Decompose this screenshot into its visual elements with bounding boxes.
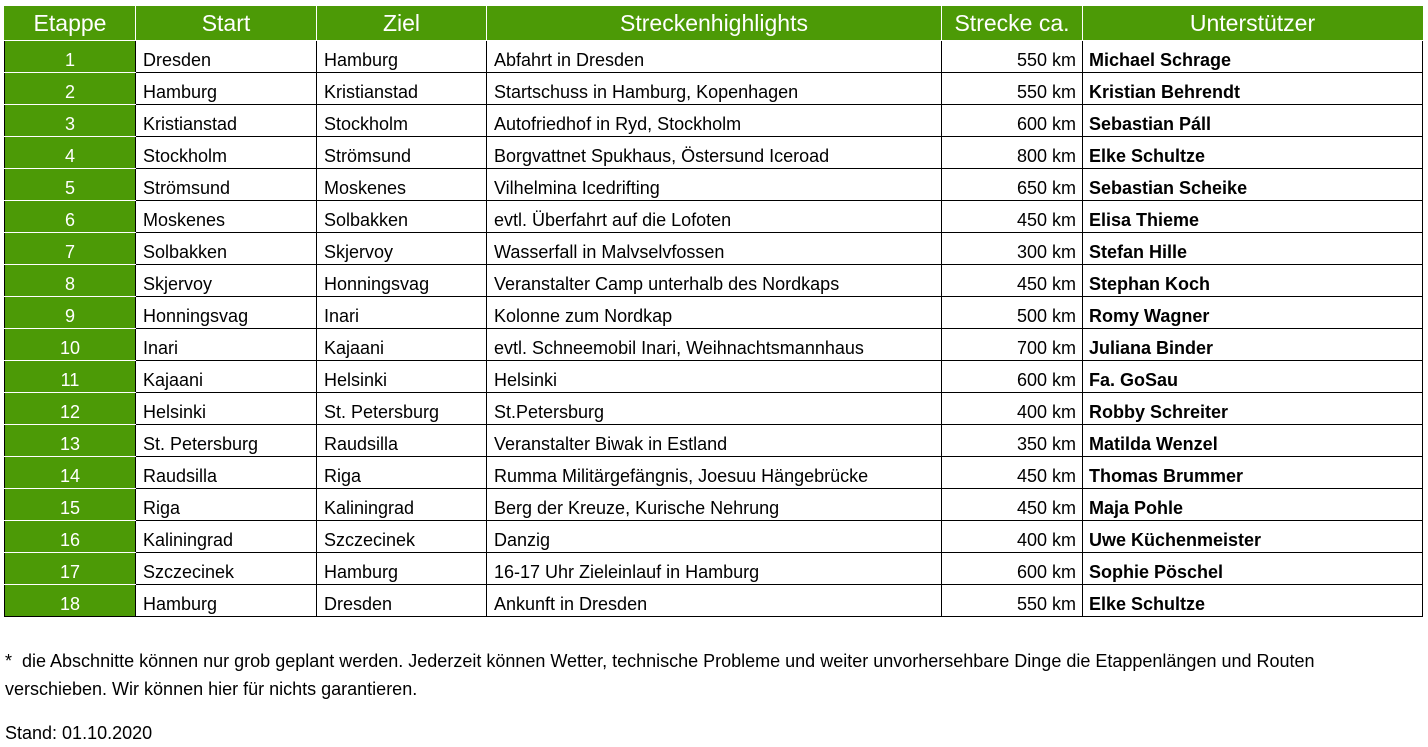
cell-strecke: 300 km [942,233,1083,265]
cell-strecke: 700 km [942,329,1083,361]
cell-ziel: Hamburg [317,41,487,73]
cell-etappe: 10 [5,329,136,361]
cell-strecke: 600 km [942,553,1083,585]
cell-strecke: 450 km [942,457,1083,489]
cell-strecke: 800 km [942,137,1083,169]
cell-etappe: 18 [5,585,136,617]
cell-ziel: Strömsund [317,137,487,169]
cell-start: Moskenes [136,201,317,233]
table-row [5,233,1423,265]
cell-unterstuetzer: Stefan Hille [1083,233,1423,265]
cell-start: Solbakken [136,233,317,265]
table-row [5,73,1423,105]
table-row [5,297,1423,329]
table-row [5,489,1423,521]
cell-unterstuetzer: Elke Schultze [1083,585,1423,617]
table-row [5,585,1423,617]
header-ziel: Ziel [317,7,487,41]
cell-strecke: 600 km [942,105,1083,137]
stand-date: Stand: 01.10.2020 [5,723,153,743]
cell-etappe: 11 [5,361,136,393]
header-start: Start [136,7,317,41]
cell-ziel: Kajaani [317,329,487,361]
cell-highlights: evtl. Schneemobil Inari, Weihnachtsmannhaus [487,329,942,361]
table-row [5,169,1423,201]
cell-ziel: Inari [317,297,487,329]
cell-start: Riga [136,489,317,521]
cell-highlights: Borgvattnet Spukhaus, Östersund Iceroad [487,137,942,169]
cell-unterstuetzer: Thomas Brummer [1083,457,1423,489]
cell-highlights: Abfahrt in Dresden [487,41,942,73]
cell-start: Inari [136,329,317,361]
table-row [5,521,1423,553]
cell-unterstuetzer: Robby Schreiter [1083,393,1423,425]
cell-strecke: 400 km [942,521,1083,553]
cell-start: Kristianstad [136,105,317,137]
cell-highlights: evtl. Überfahrt auf die Lofoten [487,201,942,233]
table-row [5,425,1423,457]
cell-ziel: Raudsilla [317,425,487,457]
cell-ziel: Szczecinek [317,521,487,553]
cell-strecke: 650 km [942,169,1083,201]
footnote-marker: * [5,651,13,671]
header-highlights: Streckenhighlights [487,7,942,41]
table-row [5,201,1423,233]
table-row [5,329,1423,361]
cell-unterstuetzer: Romy Wagner [1083,297,1423,329]
cell-start: Raudsilla [136,457,317,489]
cell-strecke: 550 km [942,585,1083,617]
cell-etappe: 4 [5,137,136,169]
cell-etappe: 6 [5,201,136,233]
cell-start: Honningsvag [136,297,317,329]
cell-start: Hamburg [136,585,317,617]
cell-highlights: Kolonne zum Nordkap [487,297,942,329]
cell-etappe: 8 [5,265,136,297]
cell-unterstuetzer: Sophie Pöschel [1083,553,1423,585]
table-row [5,393,1423,425]
cell-start: Kaliningrad [136,521,317,553]
cell-unterstuetzer: Kristian Behrendt [1083,73,1423,105]
cell-ziel: Kristianstad [317,73,487,105]
cell-highlights: Vilhelmina Icedrifting [487,169,942,201]
cell-ziel: Hamburg [317,553,487,585]
cell-highlights: Berg der Kreuze, Kurische Nehrung [487,489,942,521]
cell-etappe: 3 [5,105,136,137]
cell-unterstuetzer: Sebastian Scheike [1083,169,1423,201]
cell-unterstuetzer: Elisa Thieme [1083,201,1423,233]
cell-etappe: 2 [5,73,136,105]
footnote [5,647,1420,703]
cell-etappe: 1 [5,41,136,73]
cell-start: Stockholm [136,137,317,169]
cell-ziel: Solbakken [317,201,487,233]
table-header [5,7,1423,41]
cell-unterstuetzer: Juliana Binder [1083,329,1423,361]
cell-start: Dresden [136,41,317,73]
cell-unterstuetzer: Fa. GoSau [1083,361,1423,393]
header-row [5,7,1423,41]
cell-etappe: 12 [5,393,136,425]
cell-highlights: Startschuss in Hamburg, Kopenhagen [487,73,942,105]
header-unterstuetzer: Unterstützer [1083,7,1423,41]
table-row [5,41,1423,73]
cell-unterstuetzer: Elke Schultze [1083,137,1423,169]
cell-strecke: 350 km [942,425,1083,457]
cell-ziel: St. Petersburg [317,393,487,425]
table-row [5,553,1423,585]
cell-start: St. Petersburg [136,425,317,457]
cell-strecke: 550 km [942,73,1083,105]
cell-etappe: 15 [5,489,136,521]
cell-etappe: 7 [5,233,136,265]
cell-highlights: Veranstalter Camp unterhalb des Nordkaps [487,265,942,297]
cell-highlights: Rumma Militärgefängnis, Joesuu Hängebrücke [487,457,942,489]
cell-ziel: Helsinki [317,361,487,393]
cell-unterstuetzer: Uwe Küchenmeister [1083,521,1423,553]
cell-ziel: Skjervoy [317,233,487,265]
cell-etappe: 17 [5,553,136,585]
table-body [5,41,1423,617]
header-strecke: Strecke ca. [942,7,1083,41]
stage-table [4,6,1423,617]
cell-ziel: Dresden [317,585,487,617]
cell-unterstuetzer: Stephan Koch [1083,265,1423,297]
header-etappe: Etappe [5,7,136,41]
cell-strecke: 450 km [942,265,1083,297]
cell-highlights: St.Petersburg [487,393,942,425]
cell-highlights: Wasserfall in Malvselvfossen [487,233,942,265]
cell-strecke: 600 km [942,361,1083,393]
cell-etappe: 9 [5,297,136,329]
cell-ziel: Honningsvag [317,265,487,297]
cell-start: Helsinki [136,393,317,425]
cell-etappe: 13 [5,425,136,457]
cell-strecke: 400 km [942,393,1083,425]
cell-etappe: 5 [5,169,136,201]
cell-start: Skjervoy [136,265,317,297]
cell-start: Strömsund [136,169,317,201]
cell-unterstuetzer: Sebastian Páll [1083,105,1423,137]
cell-highlights: Ankunft in Dresden [487,585,942,617]
cell-strecke: 500 km [942,297,1083,329]
table-row [5,105,1423,137]
cell-strecke: 450 km [942,201,1083,233]
table-row [5,457,1423,489]
cell-highlights: Veranstalter Biwak in Estland [487,425,942,457]
cell-etappe: 16 [5,521,136,553]
cell-strecke: 450 km [942,489,1083,521]
cell-start: Szczecinek [136,553,317,585]
table-row [5,137,1423,169]
cell-highlights: Helsinki [487,361,942,393]
cell-etappe: 14 [5,457,136,489]
cell-unterstuetzer: Matilda Wenzel [1083,425,1423,457]
cell-highlights: 16-17 Uhr Zieleinlauf in Hamburg [487,553,942,585]
table-row [5,265,1423,297]
cell-ziel: Riga [317,457,487,489]
footnote-text: die Abschnitte können nur grob geplant werden. Jederzeit können Wetter, technische Probleme und weiter unvorhersehbare Dinge die Etappenlängen und Routen verschieben. Wir können hier für nichts garantieren. [5,651,1315,699]
cell-unterstuetzer: Maja Pohle [1083,489,1423,521]
cell-start: Kajaani [136,361,317,393]
cell-strecke: 550 km [942,41,1083,73]
cell-unterstuetzer: Michael Schrage [1083,41,1423,73]
cell-ziel: Moskenes [317,169,487,201]
cell-highlights: Autofriedhof in Ryd, Stockholm [487,105,942,137]
cell-start: Hamburg [136,73,317,105]
table-row [5,361,1423,393]
cell-ziel: Stockholm [317,105,487,137]
cell-highlights: Danzig [487,521,942,553]
cell-ziel: Kaliningrad [317,489,487,521]
